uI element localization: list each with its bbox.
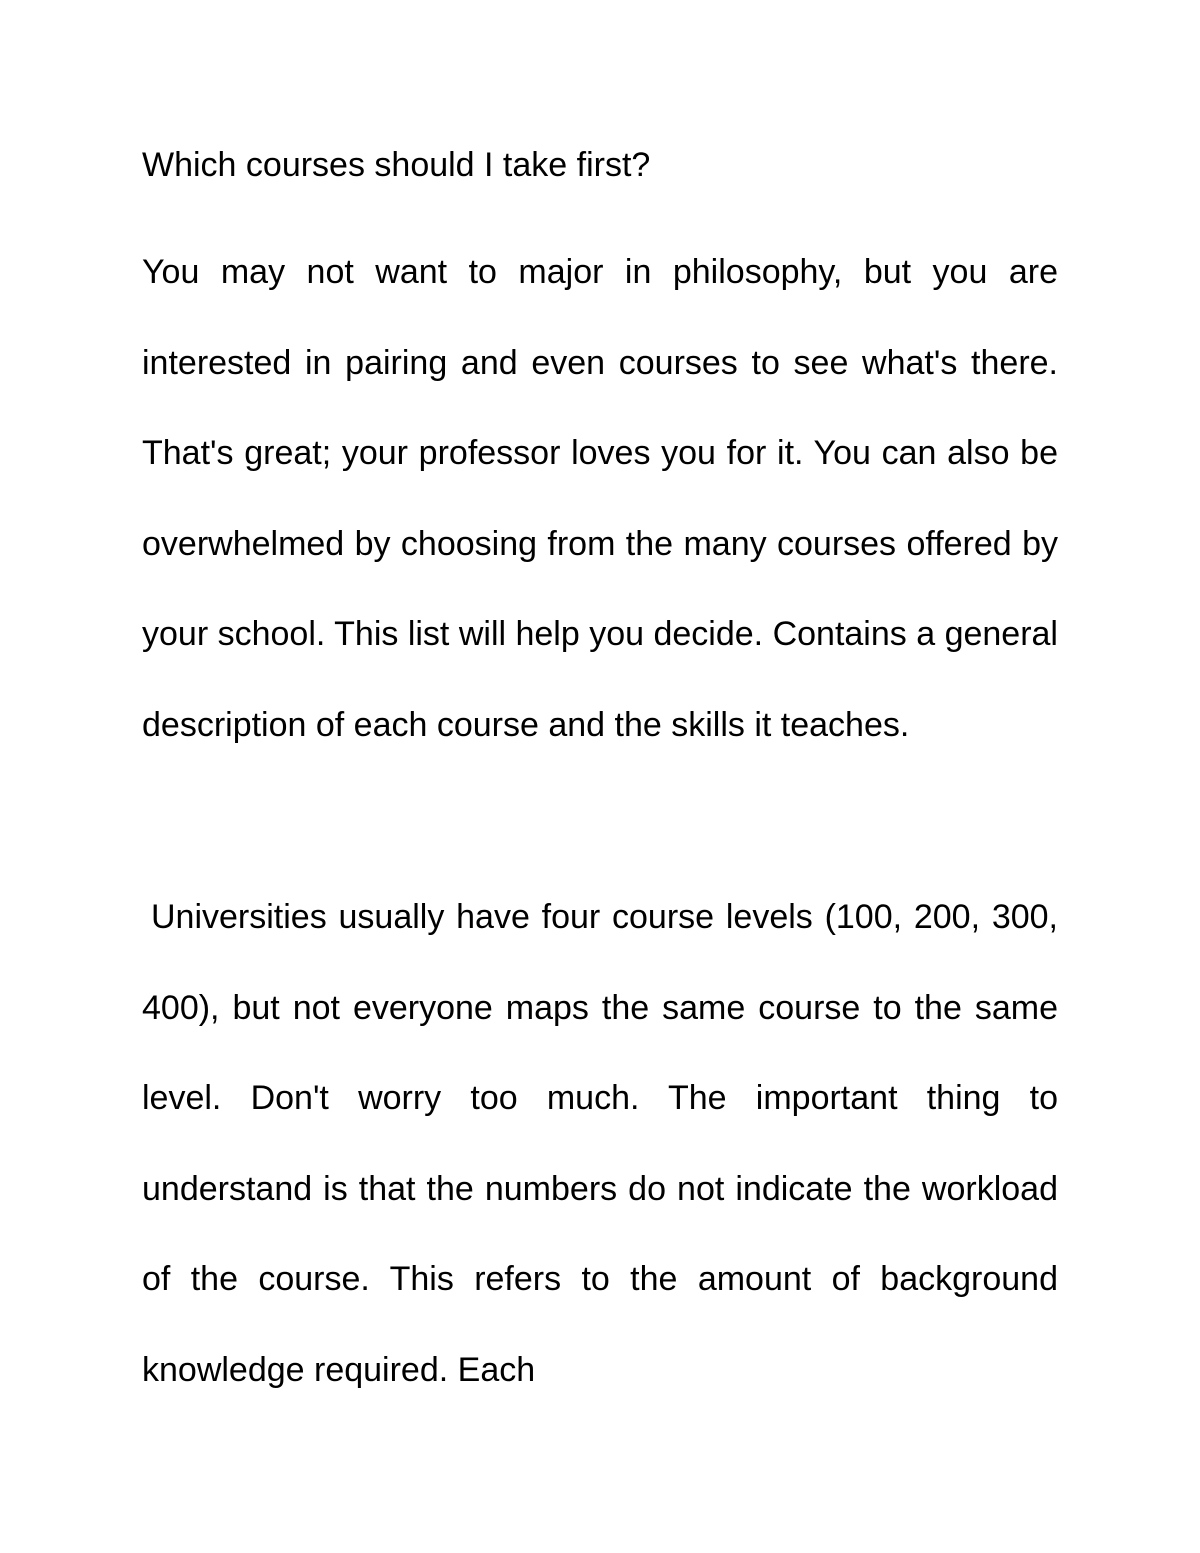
document-heading: Which courses should I take first? [142, 146, 651, 184]
paragraph-1: You may not want to major in philosophy, but you are interested in pairing and even courses to see what's there. That's great; your professor loves you for it. You can also be overwhelmed by choosing from the many courses offered by your school. This list will help you decide. Contains a general description of each course and the skills it teaches. [142, 253, 1058, 744]
paragraph-2: Universities usually have four course levels (100, 200, 300, 400), but not everyone maps the same course to the same level. Don't worry too much. The important thing to understand is that the numbers do not indicate the workload of the course. This refers to the amount of background knowledge required. Each [142, 898, 1058, 1389]
